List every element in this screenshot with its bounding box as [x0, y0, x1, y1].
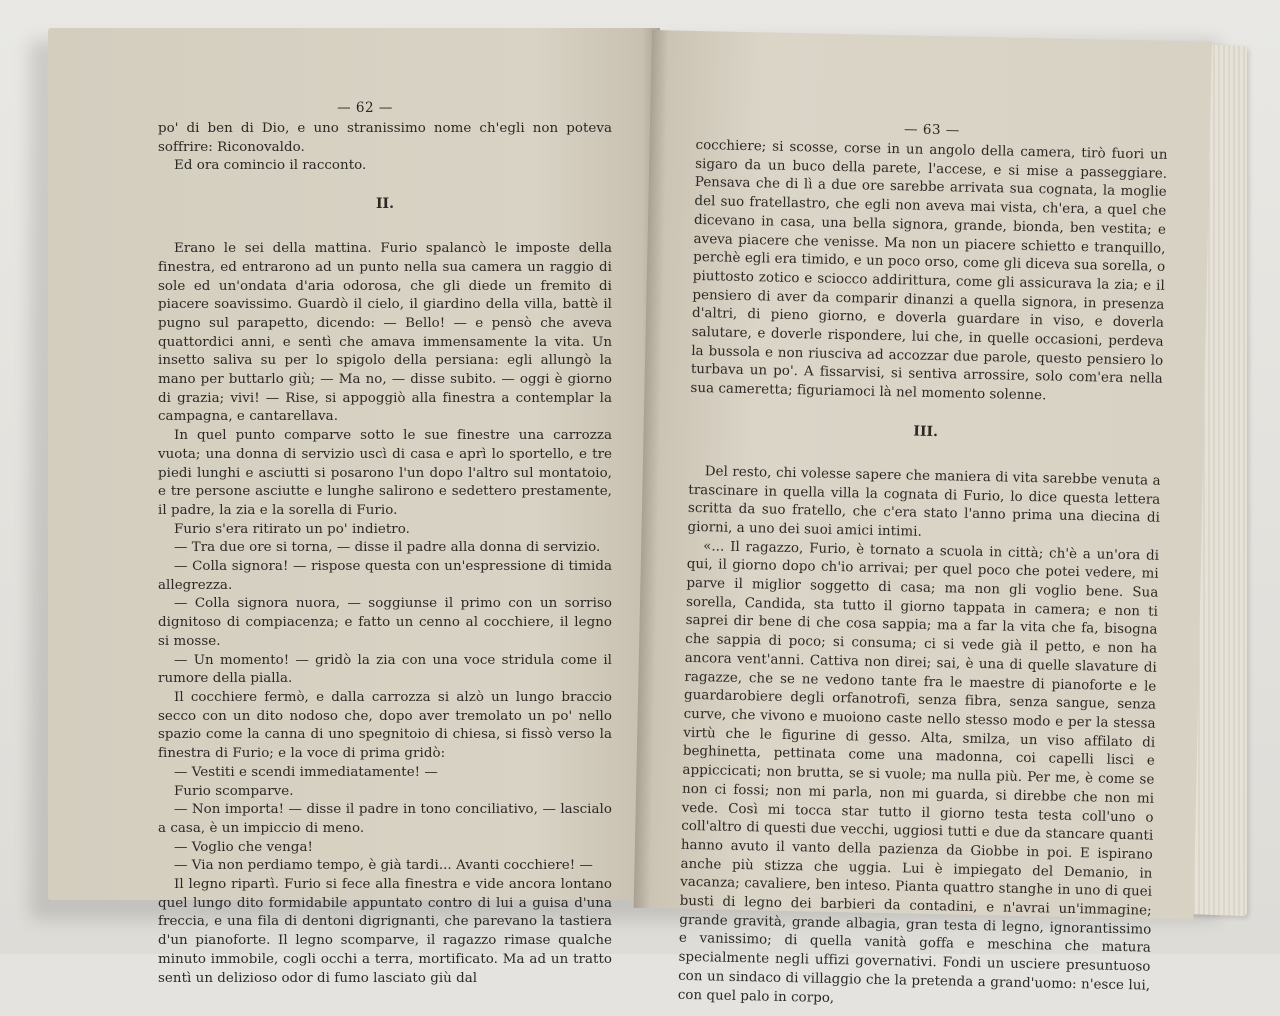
paragraph: — Non importa! — disse il padre in tono conciliativo, — lascialo a casa, è un impiccio di meno. [158, 802, 612, 836]
paragraph: Erano le sei della mattina. Furio spalancò le imposte della finestra, ed entrarono ad un punto nella sua camera un raggio di sole ed un'ondata d'aria odorosa, che gli diede un fremito di piacere soavissimo. Guardò il cielo, il giardino della villa, battè il pugno sul parapetto, dicendo: — Bello! — e pensò che aveva quattordici anni, e sentì che amava immensamente la vita. Un insetto saliva su per lo spigolo della persiana: egli allungò la mano per buttarlo giù; — Ma no, — disse subito. — oggi è giorno di grazia; vivi! — Rise, si appoggiò alla finestra a contemplar la campagna, e cantarellava. [158, 241, 612, 425]
paragraph: — Via non perdiamo tempo, è già tardi... Avanti cocchiere! — [174, 858, 593, 874]
paragraph: — Colla signora! — rispose questa con un'espressione di timida allegrezza. [158, 559, 612, 593]
paragraph: — Voglio che venga! [174, 839, 313, 855]
right-page [634, 30, 1212, 1006]
paragraph: — Tra due ore si torna, — disse il padre alla donna di servizio. [174, 540, 601, 556]
paragraph: Il legno ripartì. Furio si fece alla finestra e vide ancora lontano quel lungo dito formidabile appuntato contro di lui a guisa d'una freccia, e una fila di dentoni digrignanti, che parevano la tastiera d'un pianoforte. Il legno scomparve, il ragazzo rimase qualche minuto immobile, cogli occhi a terra, mortificato. Ma ad un tratto sentì un delizioso odor di fumo lasciato giù dal [158, 877, 612, 986]
paragraph: In quel punto comparve sotto le sue finestre una carrozza vuota; una donna di servizio uscì di casa e aprì lo sportello, e tre piedi lunghi e asciutti si posarono l'un dopo l'altro sul montatoio, e tre persone asciutte e lunghe salirono e sedettero prestamente, il padre, la zia e la sorella di Furio. [158, 428, 612, 518]
paragraph: po' di ben di Dio, e uno stranissimo nome ch'egli non poteva soffrire: Riconovaldo. [158, 121, 612, 155]
paragraph: «... Il ragazzo, Furio, è tornato a scuola in città; ch'è a un'ora di qui, il giorno dopo ch'io arrivai; per quel poco che potei vedere, mi parve il miglior soggetto di casa; ma non gli voglio bene. Sua sorella, Candida, sta tutto il giorno tappata in camera; e non ti saprei dir bene di che cosa sappia; ma a far la vita che fa, bisogna che sappia di poco; si consuma; ci si vede già il petto, e non ha ancora vent'anni. Cattiva non direi; sai, è una di quelle slavature di ragazze, che se ne vedono tante fra le maestre di pianoforte e le guardarobiere degli orfanotrofi, senza fibra, senza sangue, senza curve, che vivono e muoiono caste nello stesso modo e per la stessa virtù che le figurine di gesso. Alta, smilza, un viso affilato di beghinetta, pettinata come una madonna, coi capelli lisci e appiccicati; non brutta, se si vuole; ma nulla più. Per me, è come se non ci fossi; non mi parla, non mi guarda, si direbbe che non mi vede. Così mi tocca star tutto il giorno testa testa coll'uno o coll'altro di questi due vecchi, uggiosi tutti e due da stancare quanti hanno avuto il vanto della pazienza da Giobbe in poi. E ispirano anche più stizza che uggia. Lui è impiegato del Demanio, in vacanza; cavaliere, ben inteso. Pianta quattro stanghe in uno di quei busti di legno dei barbieri da contadini, e n'avrai un'immagine; grande gravità, grande albagia, gran testa di legno, ignorantissimo e vanissimo; di quella vanità goffa e meschina che matura specialmente negli uffizi governativi. Fondi un usciere presuntuoso con un sindaco di villaggio che la pretenda a grand'uomo: n'esce lui, con quel palo in corpo, [677, 538, 1160, 1006]
paragraph: cocchiere; si scosse, corse in un angolo della camera, tirò fuori un sigaro da un buco della parete, l'accese, e si mise a passeggiare. Pensava che di lì a due ore sarebbe arrivata sua cognata, la moglie del suo fratellastro, che egli non aveva mai vista, ch'era, a quel che dicevano in casa, una bella signora, grande, bionda, ben vestita; e aveva piacere che venisse. Ma non un piacere schietto e tranquillo, perchè egli era timido, e un poco orso, come gli diceva sua sorella, o piuttosto zotico e sciocco addirittura, come gli assicurava la zia; e il pensiero di aver da comparir dinanzi a quella signora, in presenza d'altri, di pieno giorno, e doverla guardare in viso, e doverla salutare, e doverle rispondere, lui che, in quelle occasioni, perdeva la bussola e non riusciva ad accozzar due parole, questo pensiero lo turbava un po'. A fissarvisi, si sentiva arrossire, solo com'era nella sua cameretta; figuriamoci là nel momento solenne. [690, 137, 1168, 404]
paragraph: — Un momento! — gridò la zia con una voce stridula come il rumore della pialla. [158, 652, 612, 687]
paragraph: — Colla signora nuora, — soggiunse il primo con un sorriso dignitoso di compiacenza; e fatto un cenno al cocchiere, il legno si mosse. [158, 596, 612, 649]
paragraph: Furio scomparve. [174, 783, 294, 799]
chapter-heading: II. [376, 196, 394, 213]
paragraph: Il cocchiere fermò, e dalla carrozza si alzò un lungo braccio secco con un dito nodoso che, dopo aver tremolato un po' nello spazio come la canna di uno spegnitoio di chiesa, si fissò verso la finestra di Furio; e la voce di prima gridò: [158, 689, 612, 762]
page-number-left: — 62 — [337, 100, 393, 116]
chapter-heading: III. [913, 423, 939, 440]
paragraph: Del resto, chi volesse sapere che maniera di vita sarebbe venuta a trascinare in quella villa la cognata di Furio, lo dice questa lettera scritta da suo fratello, che c'era stato l'anno prima una diecina di giorni, a uno dei suoi amici intimi. [687, 464, 1161, 540]
paragraph: Furio s'era ritirato un po' indietro. [174, 521, 410, 537]
paragraph: — Vestiti e scendi immediatamente! — [174, 764, 438, 780]
left-page [48, 28, 660, 986]
page-number-right: — 63 — [903, 121, 961, 139]
paragraph: Ed ora comincio il racconto. [174, 158, 367, 174]
